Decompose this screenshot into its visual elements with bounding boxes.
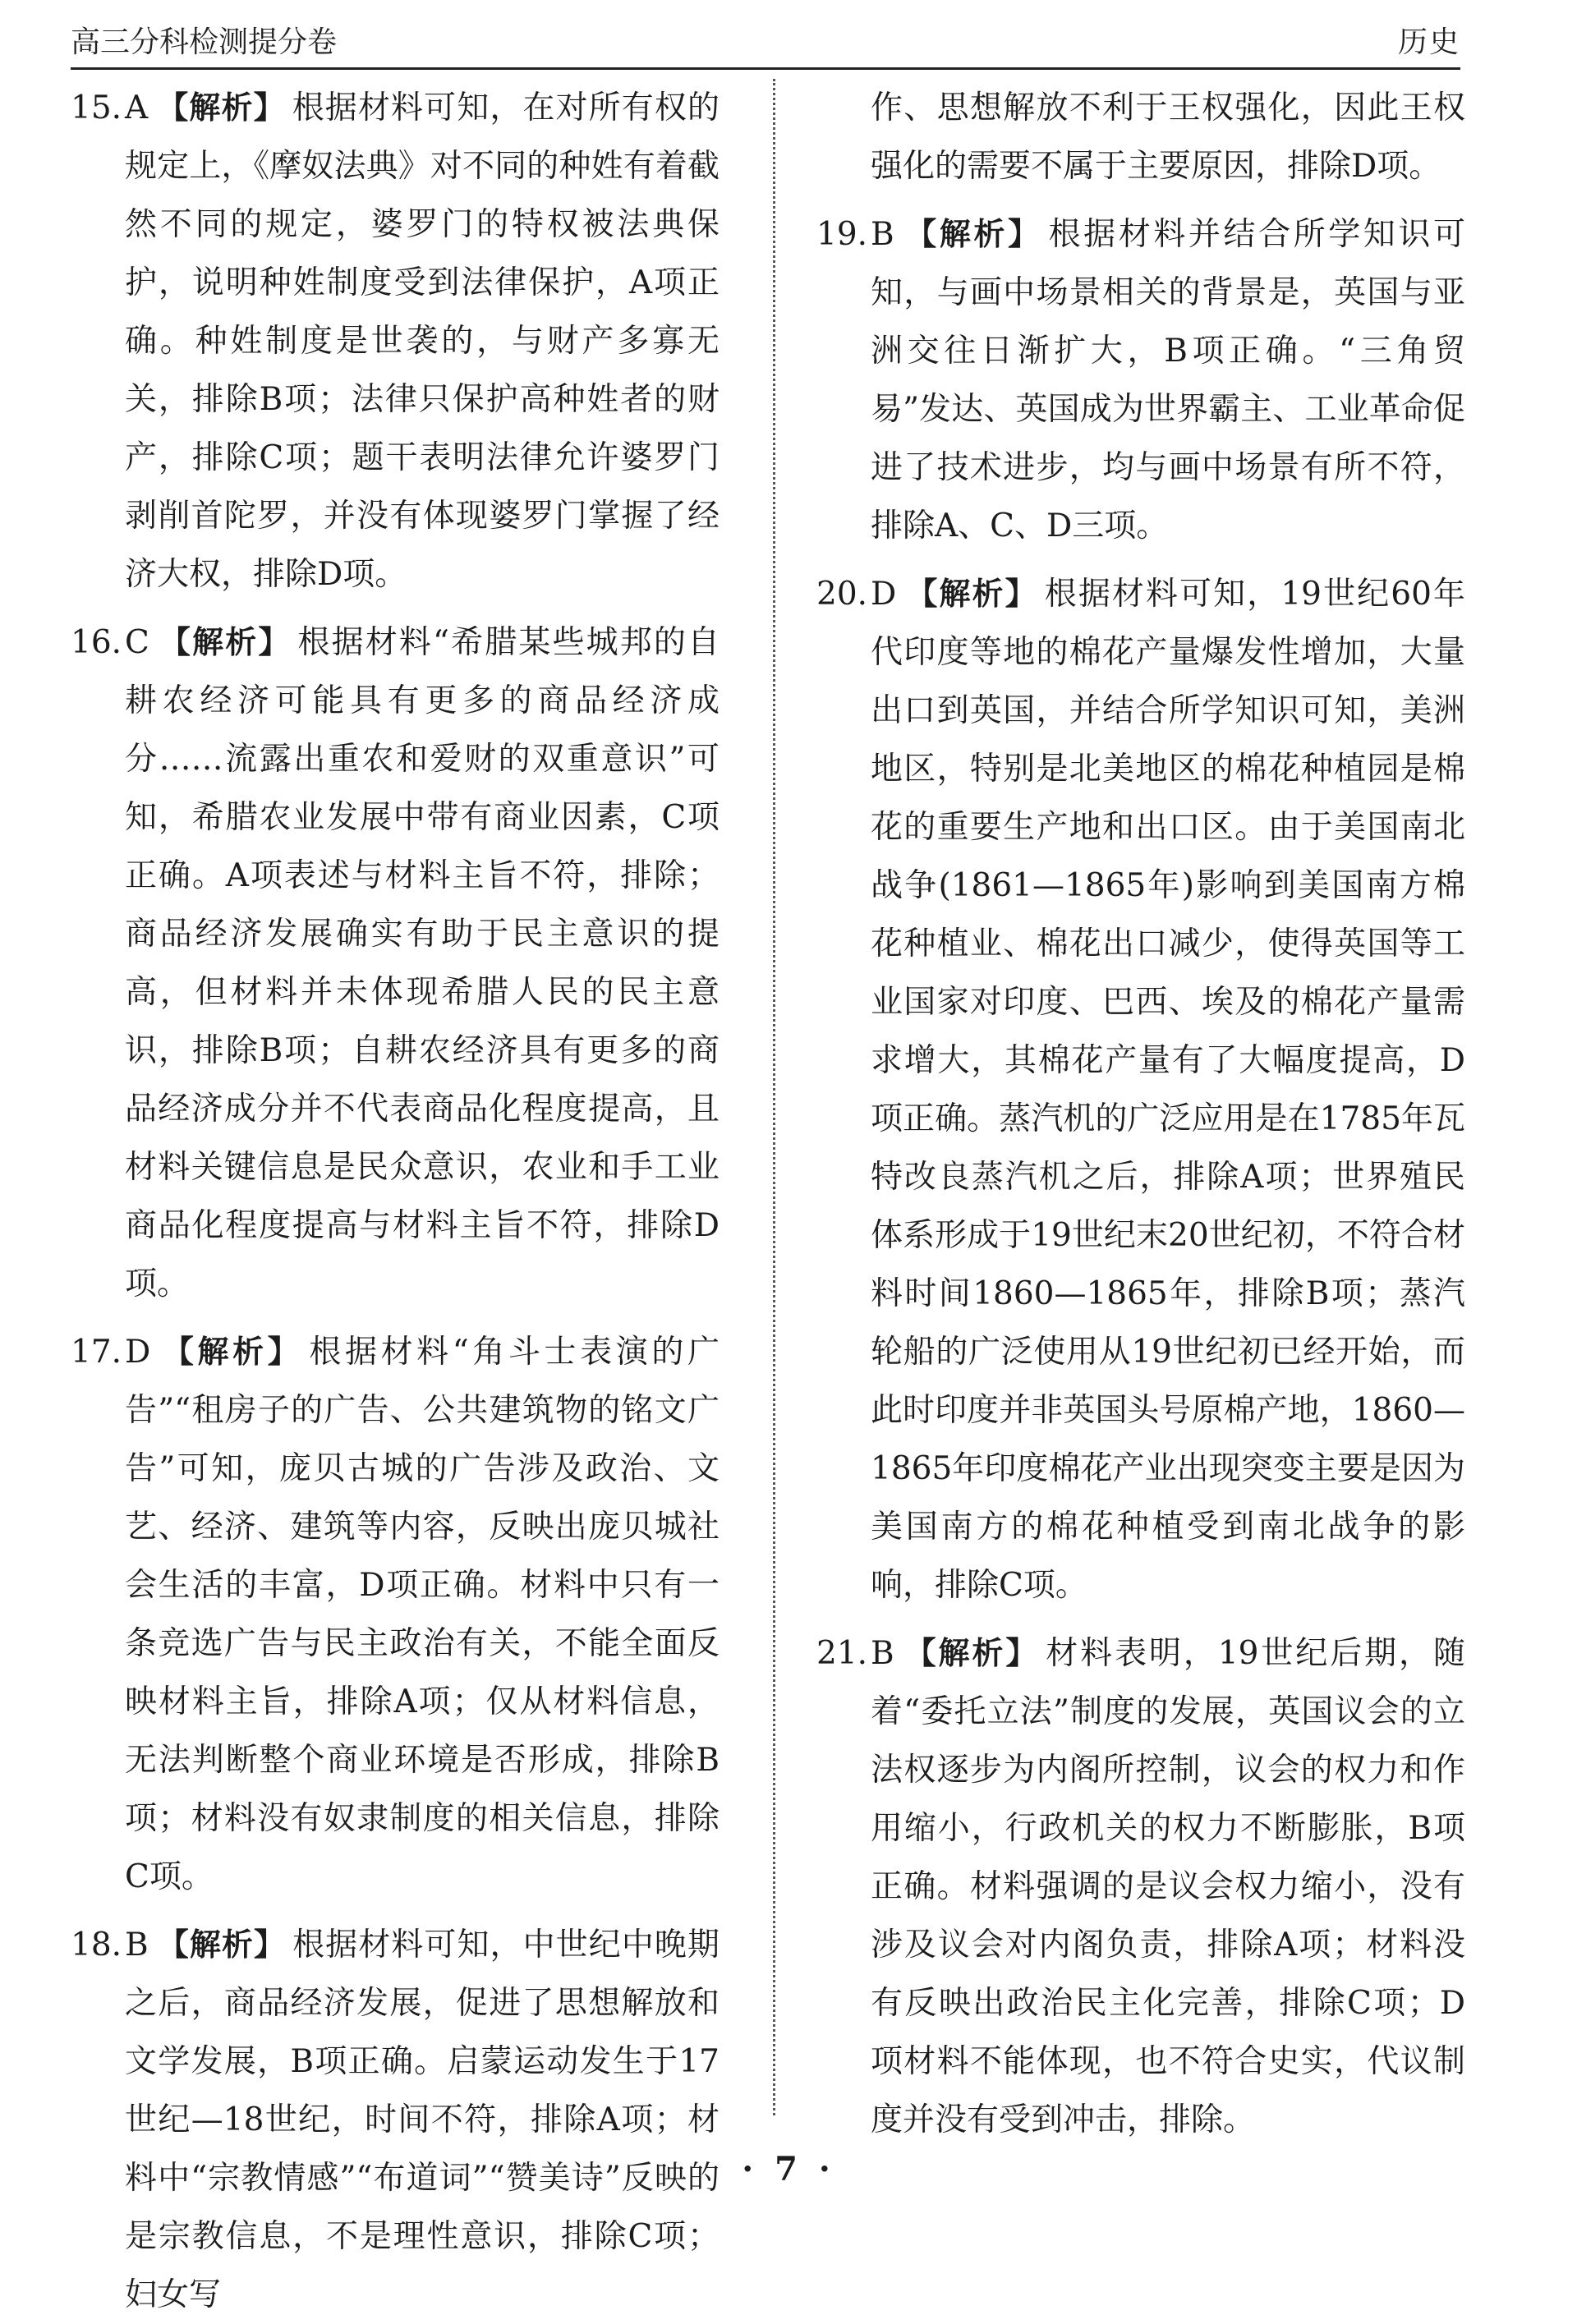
item-answer: B	[871, 216, 894, 253]
item-text: 材料表明，19世纪后期，随着“委托立法”制度的发展，英国议会的立法权逐步为内阁所控制，议会的权力和作用缩小，行政机关的权力不断膨胀，B项正确。材料强调的是议会权力缩小，没有涉及议会对内阁负责，排除A项；材料没有反映出政治民主化完善，排除C项；D项材料不能体现，也不符合史实，代议制度并没有受到冲击，排除。	[871, 1635, 1465, 2138]
answer-item-17	[71, 1323, 720, 1906]
item-text: 根据材料可知，在对所有权的规定上，《摩奴法典》对不同的种姓有着截然不同的规定，婆罗门的特权被法典保护，说明种姓制度受到法律保护，A项正确。种姓制度是世袭的，与财产多寡无关，排除B项；法律只保护高种姓者的财产，排除C项；题干表明法律允许婆罗门剥削首陀罗，并没有体现婆罗门掌握了经济大权，排除D项。	[125, 90, 720, 593]
item-answer: A	[125, 90, 149, 126]
item-text: 根据材料“希腊某些城邦的自耕农经济可能具有更多的商品经济成分……流露出重农和爱财的双重意识”可知，希腊农业发展中带有商业因素，C项正确。A项表述与材料主旨不符，排除；商品经济发展确实有助于民主意识的提高，但材料并未体现希腊人民的民主意识，排除B项；自耕农经济具有更多的商品经济成分并不代表商品化程度提高，且材料关键信息是民众意识，农业和手工业商品化程度提高与材料主旨不符，排除D项。	[125, 624, 720, 1302]
answer-item-18-continued	[816, 79, 1465, 195]
answer-item-16	[71, 613, 720, 1313]
item-number: 17.	[71, 1334, 122, 1371]
answer-item-20	[816, 565, 1465, 1614]
item-answer: D	[871, 576, 897, 613]
item-number: 21.	[816, 1635, 868, 1672]
item-number: 16.	[71, 624, 122, 661]
column-divider	[773, 79, 775, 2115]
right-column	[816, 79, 1465, 2138]
item-number: 20.	[816, 576, 868, 613]
answer-item-19	[816, 205, 1465, 555]
item-text: 根据材料可知，中世纪中晚期之后，商品经济发展，促进了思想解放和文学发展，B项正确。启蒙运动发生于17世纪—18世纪，时间不符，排除A项；材料中“宗教情感”“布道词”“赞美诗”反映的是宗教信息，不是理性意识，排除C项；妇女写	[125, 1927, 720, 2313]
item-answer: B	[871, 1635, 894, 1672]
analysis-tag: 【解析】	[156, 1927, 287, 1963]
item-number: 19.	[816, 216, 868, 253]
page-header	[71, 20, 1460, 70]
item-answer: D	[125, 1334, 151, 1371]
analysis-tag: 【解析】	[159, 1334, 303, 1370]
analysis-tag: 【解析】	[902, 216, 1042, 252]
item-text: 作、思想解放不利于王权强化，因此王权强化的需要不属于主要原因，排除D项。	[871, 90, 1465, 185]
header-subject: 历史	[1397, 25, 1460, 59]
analysis-tag: 【解析】	[157, 624, 292, 660]
answer-item-21	[816, 1624, 1465, 2149]
analysis-tag: 【解析】	[902, 1635, 1040, 1671]
header-title: 高三分科检测提分卷	[71, 25, 338, 59]
item-number: 15.	[71, 90, 122, 126]
item-text: 根据材料“角斗士表演的广告”“租房子的广告、公共建筑物的铭文广告”可知，庞贝古城的广告涉及政治、文艺、经济、建筑等内容，反映出庞贝城社会生活的丰富，D项正确。材料中只有一条竞选广告与民主政治有关，不能全面反映材料主旨，排除A项；仅从材料信息，无法判断整个商业环境是否形成，排除B项；材料没有奴隶制度的相关信息，排除C项。	[125, 1334, 720, 1895]
item-text: 根据材料并结合所学知识可知，与画中场景相关的背景是，英国与亚洲交往日渐扩大，B项正确。“三角贸易”发达、英国成为世界霸主、工业革命促进了技术进步，均与画中场景有所不符，排除A、C、D三项。	[871, 216, 1465, 544]
item-number: 18.	[71, 1927, 122, 1963]
item-text: 根据材料可知，19世纪60年代印度等地的棉花产量爆发性增加，大量出口到英国，并结合所学知识可知，美洲地区，特别是北美地区的棉花种植园是棉花的重要生产地和出口区。由于美国南北战争(1861—1865年)影响到美国南方棉花种植业、棉花出口减少，使得英国等工业国家对印度、巴西、埃及的棉花产量需求增大，其棉花产量有了大幅度提高，D项正确。蒸汽机的广泛应用是在1785年瓦特改良蒸汽机之后，排除A项；世界殖民体系形成于19世纪末20世纪初，不符合材料时间1860—1865年，排除B项；蒸汽轮船的广泛使用从19世纪初已经开始，而此时印度并非英国头号原棉产地，1860—1865年印度棉花产业出现突变主要是因为美国南方的棉花种植受到南北战争的影响，排除C项。	[871, 576, 1465, 1604]
page-number: · 7 ·	[742, 2150, 835, 2189]
analysis-tag: 【解析】	[904, 576, 1038, 612]
analysis-tag: 【解析】	[156, 90, 286, 126]
item-answer: C	[125, 624, 149, 661]
answer-item-15	[71, 79, 720, 604]
answer-item-18	[71, 1916, 720, 2324]
left-column	[71, 79, 720, 2313]
item-answer: B	[125, 1927, 149, 1963]
